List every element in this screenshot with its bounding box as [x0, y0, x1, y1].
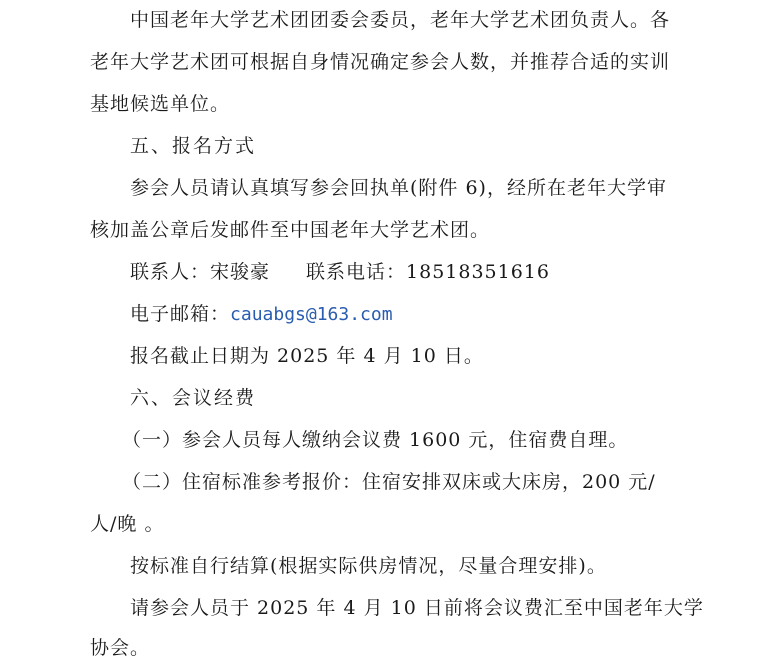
- para1-line1: 中国老年大学艺术团团委会委员，老年大学艺术团负责人。各: [130, 9, 671, 31]
- section5-heading: 五、报名方式: [130, 135, 257, 157]
- email-line: [130, 302, 393, 327]
- remit-line1: 请参会人员于 2025 年 4 月 10 日前将会议费汇至中国老年大学: [130, 597, 704, 619]
- fee-item1: （一）参会人员每人缴纳会议费 1600 元，住宿费自理。: [122, 429, 629, 451]
- section5-line1: 参会人员请认真填写参会回执单(附件 6)，经所在老年大学审: [130, 177, 667, 199]
- fee-item2-line2: 人/晚 。: [90, 513, 165, 535]
- section5-line2: 核加盖公章后发邮件至中国老年大学艺术团。: [90, 219, 491, 241]
- settle-line: 按标准自行结算(根据实际供房情况，尽量合理安排)。: [130, 555, 607, 577]
- remit-line2: 协会。: [90, 637, 151, 659]
- fee-item2-line1: （二）住宿标准参考报价：住宿安排双床或大床房，200 元/: [122, 471, 656, 493]
- section6-heading: 六、会议经费: [130, 387, 257, 409]
- para1-line3: 基地候选单位。: [90, 93, 231, 115]
- para1-line2: 老年大学艺术团可根据自身情况确定参会人数，并推荐合适的实训: [90, 51, 671, 73]
- contact-phone: 联系电话：18518351616: [306, 261, 550, 283]
- contact-line: [130, 260, 550, 284]
- deadline-line: 报名截止日期为 2025 年 4 月 10 日。: [130, 345, 484, 367]
- email-link[interactable]: cauabgs@163.com: [230, 304, 393, 325]
- email-label: 电子邮箱：: [130, 303, 231, 325]
- contact-person: 联系人：宋骏豪: [130, 261, 271, 283]
